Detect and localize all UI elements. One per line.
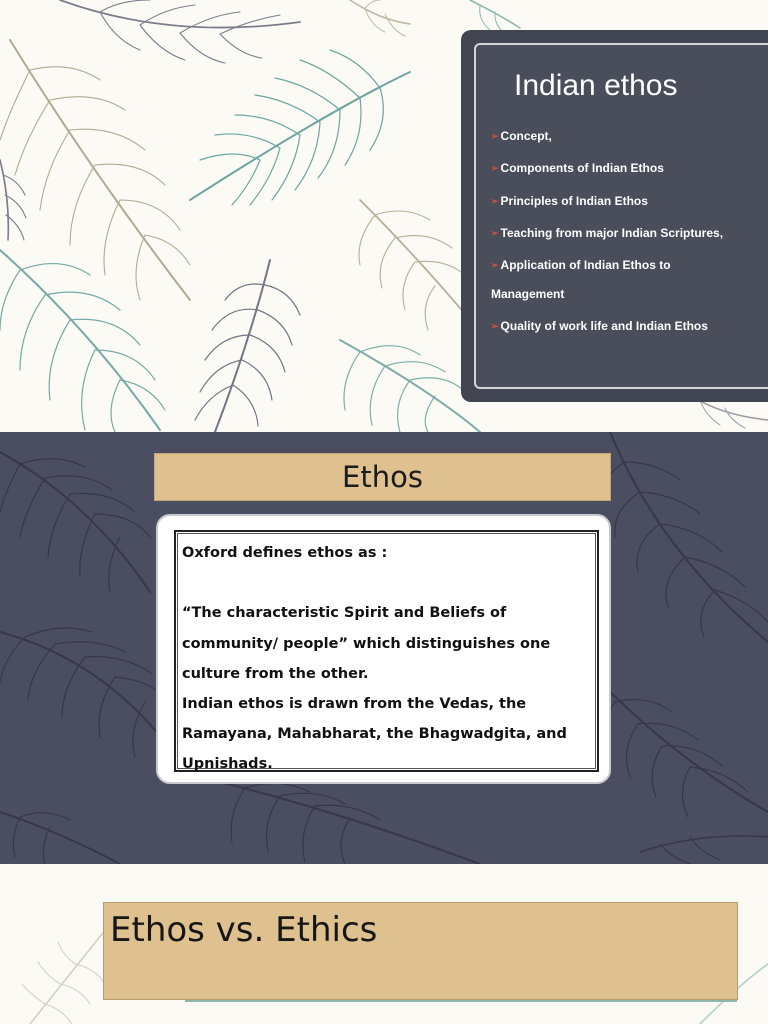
definition-line: culture from the other. xyxy=(182,665,369,682)
arrow-bullet-icon: ➢ xyxy=(491,163,499,173)
slide-indian-ethos xyxy=(0,0,768,432)
topic-item: ➢ Teaching from major Indian Scriptures, xyxy=(491,226,724,240)
definition-line: “The characteristic Spirit and Beliefs of xyxy=(182,605,507,622)
arrow-bullet-icon: ➢ xyxy=(491,196,499,206)
ethos-vs-ethics-heading: Ethos vs. Ethics xyxy=(110,910,378,950)
arrow-bullet-icon: ➢ xyxy=(491,321,499,331)
definition-line: Upnishads. xyxy=(182,756,273,773)
topic-item: ➢ Concept, xyxy=(491,129,552,143)
ethos-heading: Ethos xyxy=(342,460,423,494)
definition-blank-line xyxy=(182,568,592,598)
topic-item: ➢ Quality of work life and Indian Ethos xyxy=(491,319,708,333)
definition-text xyxy=(182,538,592,780)
topic-item: ➢ Application of Indian Ethos to xyxy=(491,258,671,272)
arrow-bullet-icon: ➢ xyxy=(491,131,499,141)
topic-item: ➢ Principles of Indian Ethos xyxy=(491,194,648,208)
arrow-bullet-icon: ➢ xyxy=(491,260,499,270)
arrow-bullet-icon: ➢ xyxy=(491,228,499,238)
definition-line: Ramayana, Mahabharat, the Bhagwadgita, and xyxy=(182,726,567,743)
definition-line: Indian ethos is drawn from the Vedas, the xyxy=(182,696,527,712)
topic-item-continuation: Management xyxy=(491,287,565,301)
ethos-heading-banner xyxy=(154,453,611,501)
underline-rule xyxy=(185,1000,737,1002)
definition-line: Oxford defines ethos as : xyxy=(182,545,388,561)
slide-title: Indian ethos xyxy=(514,69,678,102)
definition-line: community/ people” which distinguishes one xyxy=(182,635,551,652)
topic-item: ➢ Components of Indian Ethos xyxy=(491,161,664,175)
